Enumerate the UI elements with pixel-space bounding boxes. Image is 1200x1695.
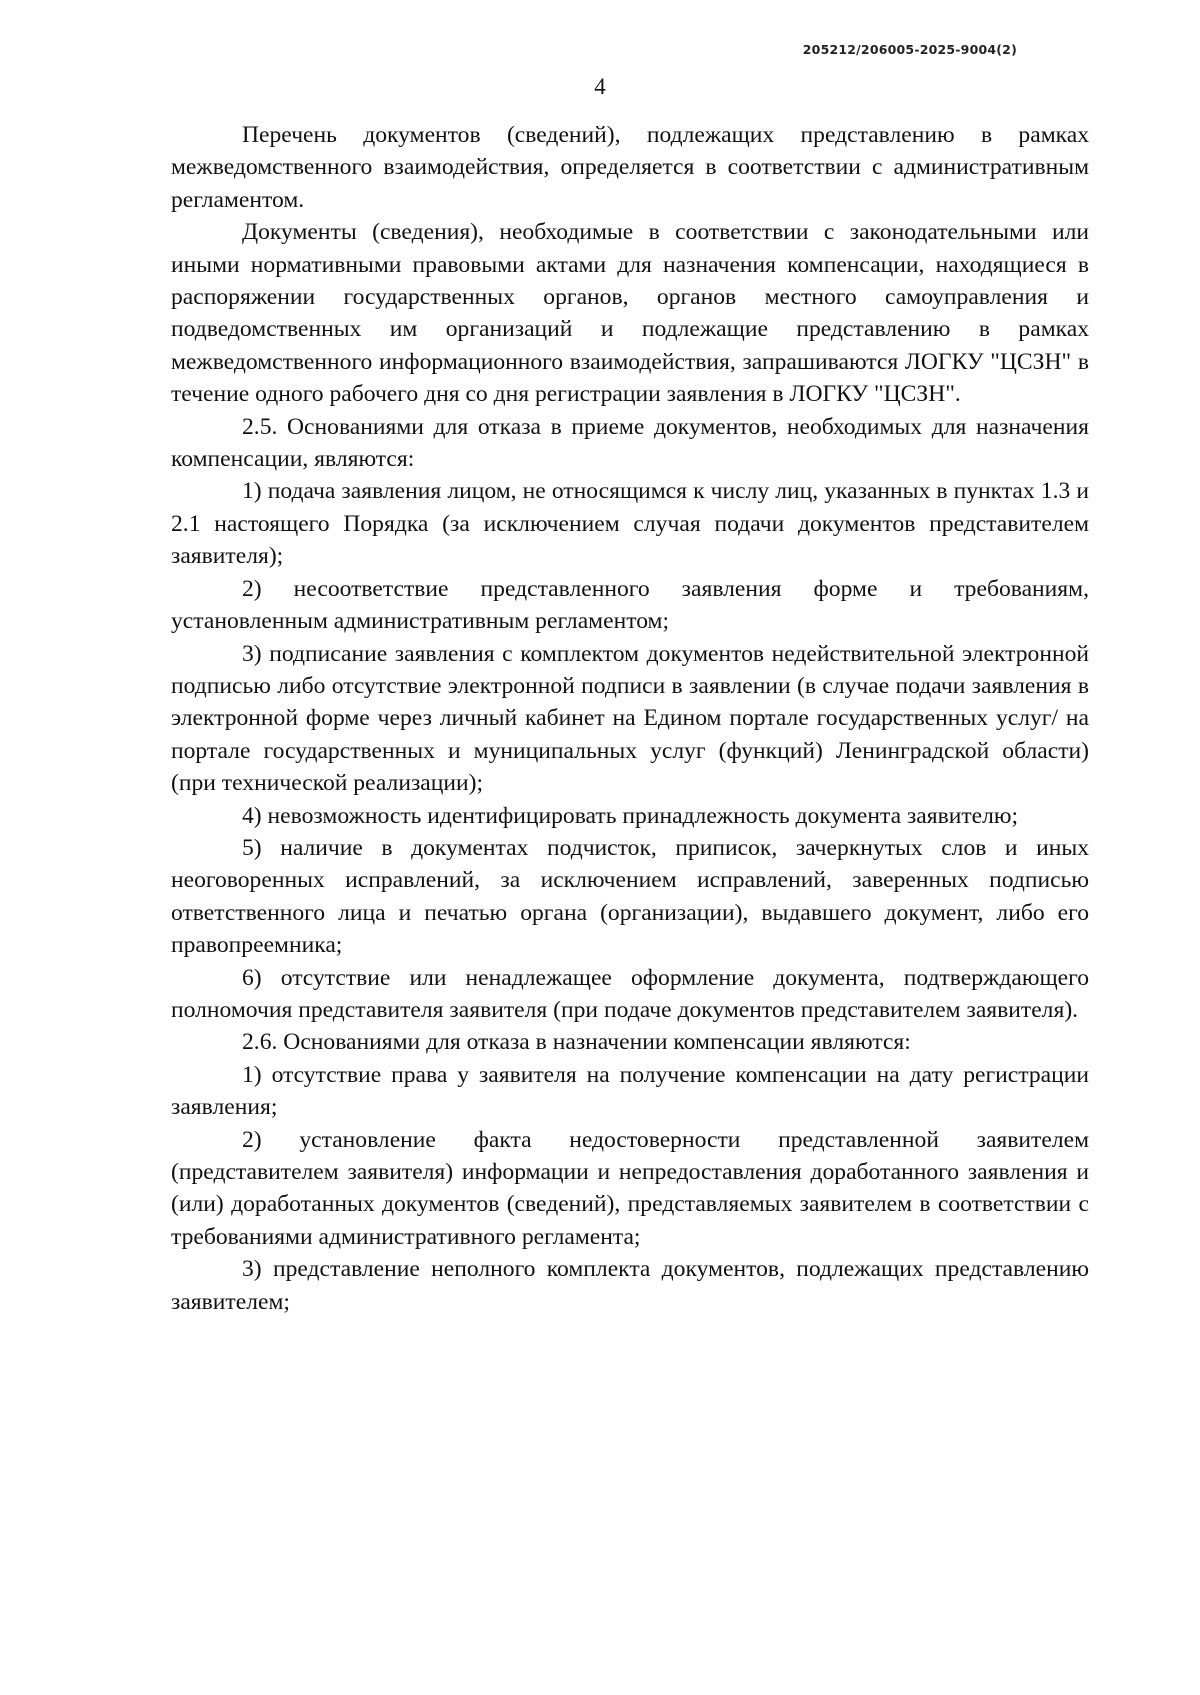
paragraph-section-2-6: 2.6. Основаниями для отказа в назначении компенсации являются: bbox=[242, 1029, 911, 1056]
paragraph-2-5-item-3: 3) подписание заявления с комплектом документов недействительной электронной подписью либо отсутствие электронной подписи в заявлении (в случае подачи заявления в электронной форме через личный кабинет на Едином портале государственных услуг/ на портале государственных и муниципальных услуг (функций) Ленинградской области) (при технической реализации); bbox=[171, 640, 1089, 797]
page-number: 4 bbox=[594, 74, 606, 99]
paragraph-requested-documents: Документы (сведения), необходимые в соответствии с законодательными или иными нормативными правовыми актами для назначения компенсации, находящиеся в распоряжении государственных органов, органов местного самоуправления и подведомственных им организаций и подлежащие представлению в рамках межведомственного информационного взаимодействия, запрашиваются ЛОГКУ "ЦСЗН" в течение одного рабочего дня со дня регистрации заявления в ЛОГКУ "ЦСЗН". bbox=[171, 219, 1089, 408]
paragraph-2-6-item-3: 3) представление неполного комплекта документов, подлежащих представлению заявителем; bbox=[171, 1256, 1089, 1315]
paragraph-interagency-list: Перечень документов (сведений), подлежащих представлению в рамках межведомственного взаимодействия, определяется в соответствии с административным регламентом. bbox=[171, 122, 1089, 213]
paragraph-2-6-item-2: 2) установление факта недостоверности представленной заявителем (представителем заявителя) информации и непредоставления доработанного заявления и (или) доработанных документов (сведений), представляемых заявителем в соответствии с требованиями административного регламента; bbox=[171, 1126, 1089, 1250]
document-id: 205212/206005-2025-9004(2) bbox=[802, 42, 1017, 57]
paragraph-2-6-item-1: 1) отсутствие права у заявителя на получение компенсации на дату регистрации заявления; bbox=[171, 1061, 1089, 1121]
paragraph-2-5-item-5: 5) наличие в документах подчисток, приписок, зачеркнутых слов и иных неоговоренных исправлений, за исключением исправлений, заверенных подписью ответственного лица и печатью органа (организации), выдавшего документ, либо его правопреемника; bbox=[171, 834, 1089, 959]
paragraph-2-5-item-2: 2) несоответствие представленного заявления форме и требованиям, установленным административным регламентом; bbox=[171, 575, 1089, 635]
paragraph-2-5-item-6: 6) отсутствие или ненадлежащее оформление документа, подтверждающего полномочия представителя заявителя (при подаче документов представителем заявителя). bbox=[171, 964, 1089, 1023]
document-body bbox=[171, 119, 1089, 1318]
paragraph-section-2-5: 2.5. Основаниями для отказа в приеме документов, необходимых для назначения компенсации, являются: bbox=[171, 413, 1089, 473]
paragraph-2-5-item-4: 4) невозможность идентифицировать принадлежность документа заявителю; bbox=[242, 802, 1019, 829]
paragraph-2-5-item-1: 1) подача заявления лицом, не относящимся к числу лиц, указанных в пунктах 1.3 и 2.1 настоящего Порядка (за исключением случая подачи документов представителем заявителя); bbox=[171, 478, 1089, 570]
